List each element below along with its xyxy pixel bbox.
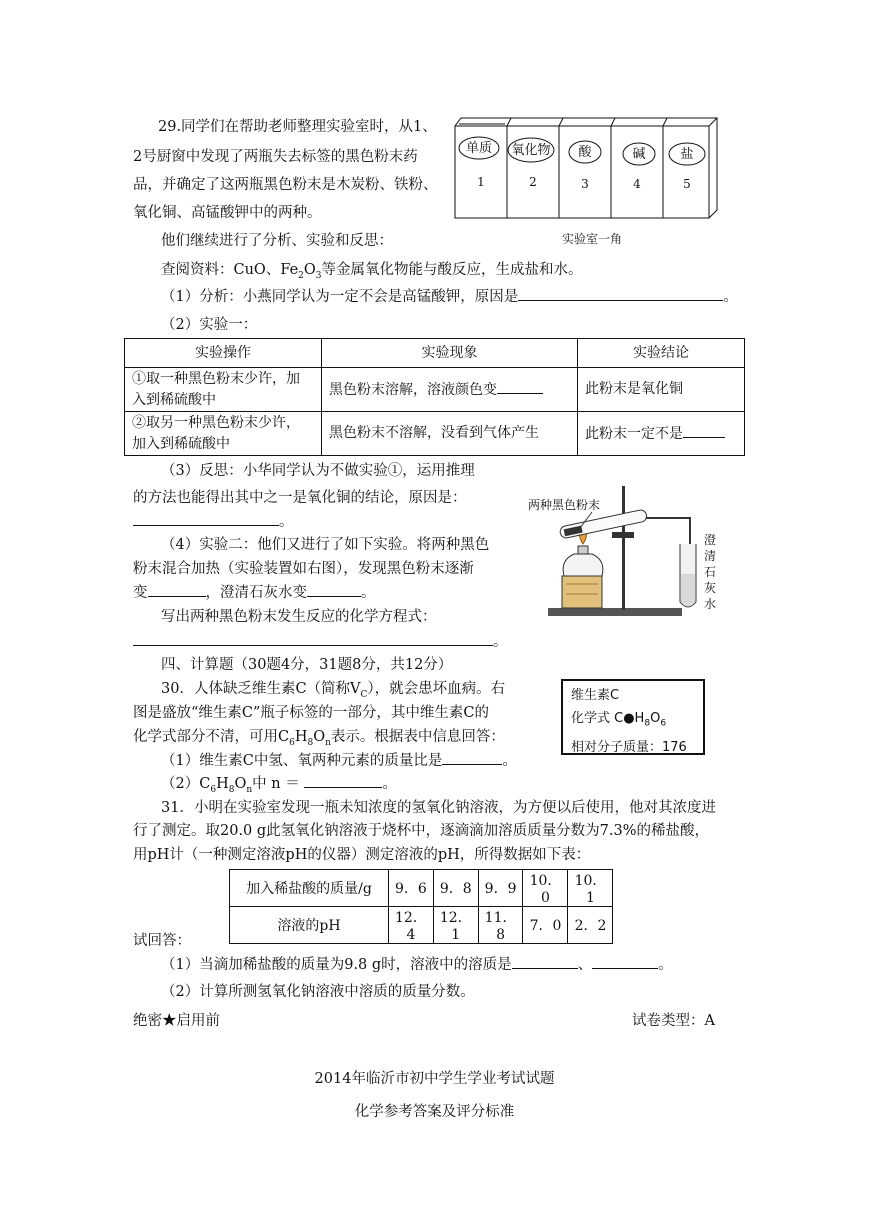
- answer-prompt: 试回答：: [133, 933, 191, 949]
- table-cell: 10．0: [523, 870, 568, 907]
- secret-mark: 绝密★启用前: [133, 1013, 220, 1029]
- limewater-label: 清: [704, 549, 717, 563]
- color-blank[interactable]: [497, 379, 543, 394]
- cabinet-label-2: 氧化物: [511, 143, 551, 158]
- powder-color-blank[interactable]: [148, 582, 206, 597]
- equation-line: 。: [133, 630, 508, 651]
- q29-line4: 氧化铜、高锰酸钾中的两种。: [133, 205, 322, 221]
- table-cell: ①取一种黑色粉末少许，加 入到稀硫酸中: [125, 368, 322, 412]
- cabinet-label-3: 酸: [578, 145, 592, 160]
- table-cell: 11．8: [478, 907, 523, 944]
- table-cell: 黑色粉末溶解，溶液颜色变: [322, 368, 578, 412]
- cabinet-number-2: 2: [529, 175, 537, 189]
- analysis-blank[interactable]: [518, 286, 723, 301]
- vitamin-molar-mass: 相对分子质量：176: [571, 739, 687, 755]
- section4-heading: 四、计算题（30题4分，31题8分，共12分）: [161, 657, 453, 673]
- cabinet-figure: [453, 114, 725, 222]
- table-cell: ②取另一种黑色粉末少许， 加入到稀硫酸中: [125, 412, 322, 456]
- q31-question1: （1）当滴加稀盐酸的质量为9.8 g时，溶液中的溶质是 、 。: [161, 953, 673, 974]
- mass-ratio-blank[interactable]: [442, 750, 502, 765]
- solute-blank-1[interactable]: [512, 954, 578, 969]
- exp1-title: （2）实验一：: [161, 317, 258, 333]
- experiment1-table: [124, 338, 745, 456]
- reflect-blank[interactable]: [133, 511, 279, 526]
- table-cell: 此粉末一定不是: [578, 412, 745, 456]
- answer-subtitle: 化学参考答案及评分标准: [354, 1104, 515, 1120]
- vitamin-c-label-box: [561, 679, 705, 755]
- table-header: 实验结论: [578, 339, 745, 368]
- paper-type: 试卷类型：A: [632, 1013, 715, 1029]
- q30-line1: 30．人体缺乏维生素C（简称$V_C$），就会患坏血病。右: [161, 681, 506, 700]
- q31-line2: 行了测定。取20.0 g此氢氧化钠溶液于烧杯中，逐滴滴加溶质质量分数为7.3%的稀盐酸，: [133, 823, 710, 839]
- table-cell: 2．2: [568, 907, 613, 944]
- limewater-label: 石: [704, 565, 717, 579]
- cabinet-number-4: 4: [633, 177, 641, 191]
- exp2-line3: 变 ，澄清石灰水变 。: [133, 581, 376, 602]
- exp2-line2: 粉末混合加热（实验装置如右图），发现黑色粉末逐渐: [133, 561, 474, 577]
- q29-line5: 他们继续进行了分析、实验和反思：: [161, 233, 393, 249]
- q31-line3: 用pH计（一种测定溶液pH的仪器）测定溶液的pH，所得数据如下表：: [133, 847, 591, 863]
- limewater-blank[interactable]: [307, 582, 361, 597]
- cabinet-label-1: 单质: [465, 141, 493, 156]
- table-header: 实验现象: [322, 339, 578, 368]
- vitamin-formula: 化学式 $C●H_8O_6$: [571, 711, 667, 729]
- cabinet-number-5: 5: [683, 177, 691, 191]
- q30-question2: $(2)C_6H_8O_n$中 n ＝ 。: [161, 772, 397, 795]
- table-cell: 12．1: [433, 907, 478, 944]
- apparatus-label: 两种黑色粉末: [528, 498, 601, 512]
- n-value-blank[interactable]: [304, 773, 382, 788]
- table-cell: 10．1: [568, 870, 613, 907]
- analysis-line: （1）分析：小燕同学认为一定不会是高锰酸钾，原因是 。: [161, 285, 738, 306]
- cabinet-number-3: 3: [581, 177, 589, 191]
- limewater-label: 水: [704, 597, 717, 611]
- cabinet-label-4: 碱: [632, 147, 646, 162]
- table-header: 实验操作: [125, 339, 322, 368]
- table-cell: 黑色粉末不溶解，没看到气体产生: [322, 412, 578, 456]
- limewater-label: 澄: [704, 533, 717, 547]
- vitamin-name: 维生素C: [571, 688, 620, 703]
- ph-table: [229, 869, 613, 944]
- equation-blank[interactable]: [133, 631, 493, 646]
- cabinet-caption: 实验室一角: [562, 232, 623, 246]
- reflect-line2: 的方法也能得出其中之一是氧化铜的结论，原因是：: [133, 490, 467, 506]
- exp2-line1: （4）实验二：他们又进行了如下实验。将两种黑色: [161, 537, 490, 553]
- table-cell: 9．6: [389, 870, 434, 907]
- conclusion-blank[interactable]: [683, 423, 725, 438]
- q30-line3: 化学式部分不清，可用$C_6H_8O_n$表示。根据表中信息回答：: [133, 729, 505, 748]
- q31-line1: 31．小明在实验室发现一瓶未知浓度的氢氧化钠溶液，为方便以后使用，他对其浓度进: [161, 800, 716, 816]
- table-cell: 12．4: [389, 907, 434, 944]
- q29-line1: 29.同学们在帮助老师整理实验室时，从1、: [158, 119, 437, 135]
- cabinet-number-1: 1: [477, 175, 485, 189]
- solute-blank-2[interactable]: [592, 954, 658, 969]
- row-label: 加入稀盐酸的质量/g: [230, 870, 389, 907]
- row-label: 溶液的pH: [230, 907, 389, 944]
- table-cell: 7．0: [523, 907, 568, 944]
- table-cell: 此粉末是氧化铜: [578, 368, 745, 412]
- reference-line: 查阅资料：CuO、$Fe_2O_3$等金属氧化物能与酸反应，生成盐和水。: [161, 262, 583, 281]
- reflect-line3: 。: [133, 510, 294, 531]
- cabinet-label-5: 盐: [680, 147, 694, 162]
- table-cell: 9．8: [433, 870, 478, 907]
- q30-question1: （1）维生素C中氢、氧两种元素的质量比是 。: [161, 749, 517, 770]
- q29-line2: 2号厨窗中发现了两瓶失去标签的黑色粉末药: [133, 149, 418, 165]
- limewater-label: 灰: [704, 581, 717, 595]
- q31-question2: （2）计算所测氢氧化钠溶液中溶质的质量分数。: [161, 984, 475, 1000]
- q29-line3: 品，并确定了这两瓶黑色粉末是木炭粉、铁粉、: [133, 177, 438, 193]
- exp2-line4: 写出两种黑色粉末发生反应的化学方程式：: [161, 609, 437, 625]
- apparatus-figure: [520, 484, 720, 624]
- reflect-line1: （3）反思：小华同学认为不做实验①，运用推理: [161, 463, 475, 479]
- q30-line2: 图是盛放“维生素C”瓶子标签的一部分，其中维生素C的: [133, 705, 490, 721]
- table-cell: 9．9: [478, 870, 523, 907]
- answer-title: 2014年临沂市初中学生学业考试试题: [314, 1071, 555, 1087]
